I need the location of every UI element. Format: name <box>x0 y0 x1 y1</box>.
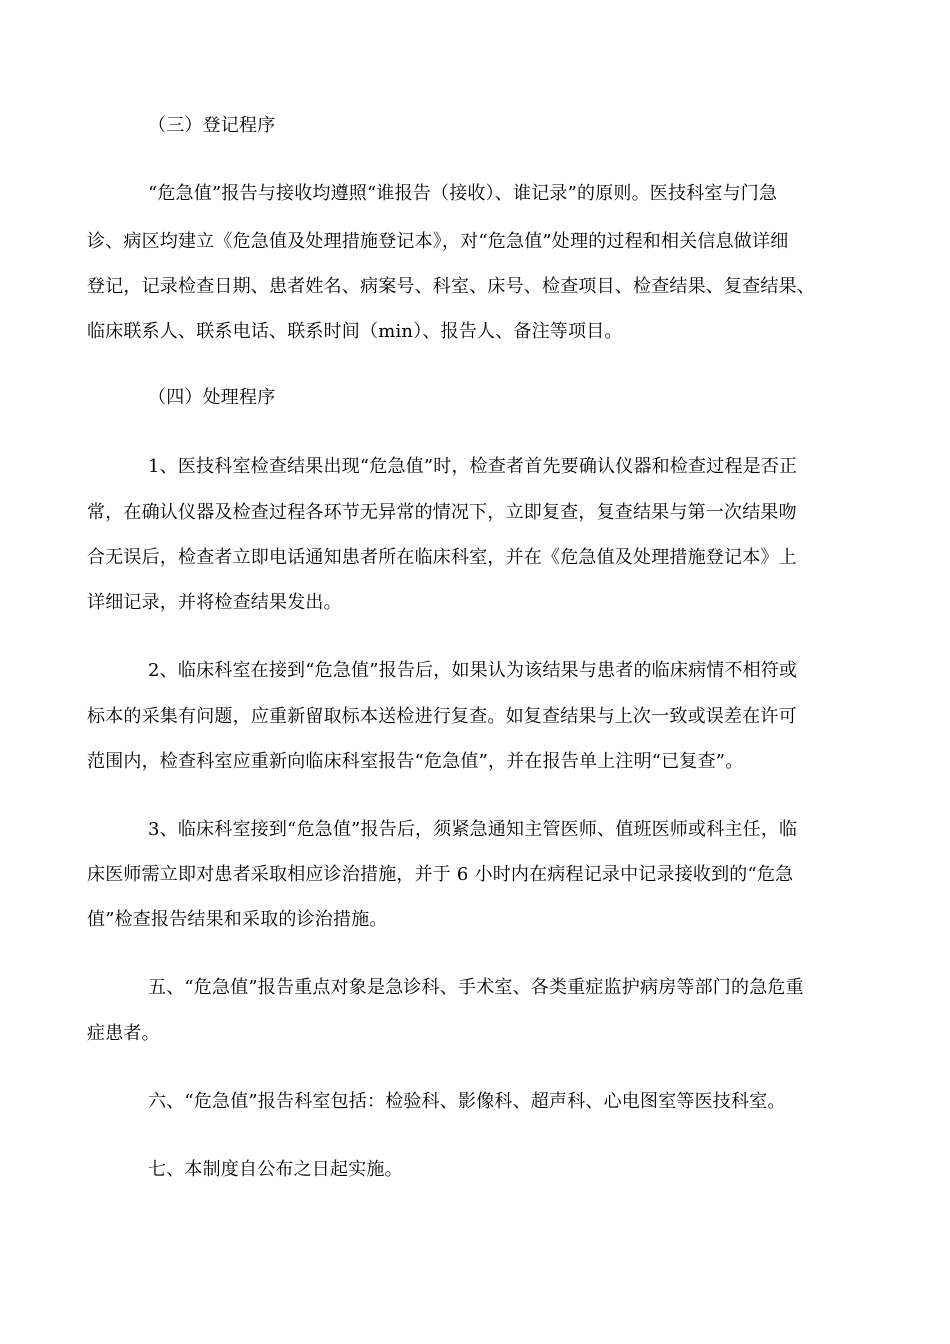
paragraph-line: 3、临床科室接到“危急值”报告后，须紧急通知主管医师、值班医师或科主任，临 <box>148 819 798 840</box>
paragraph-line: 七、本制度自公布之日起实施。 <box>148 1159 403 1180</box>
paragraph-line: 诊、病区均建立《危急值及处理措施登记本》，对“危急值”处理的过程和相关信息做详细 <box>87 231 789 252</box>
heading-processing: （四）处理程序 <box>148 387 276 408</box>
paragraph-line: 常，在确认仪器及检查过程各环节无异常的情况下，立即复查，复查结果与第一次结果吻 <box>87 502 797 523</box>
paragraph-line: “危急值”报告与接收均遵照“谁报告（接收）、谁记录”的原则。医技科室与门急 <box>148 183 778 204</box>
paragraph-line: 五、“危急值”报告重点对象是急诊科、手术室、各类重症监护病房等部门的急危重 <box>148 977 804 998</box>
paragraph-line: 床医师需立即对患者采取相应诊治措施，并于 6 小时内在病程记录中记录接收到的“危急 <box>87 864 794 885</box>
paragraph-line: 详细记录，并将检查结果发出。 <box>87 592 342 613</box>
paragraph-line: 六、“危急值”报告科室包括：检验科、影像科、超声科、心电图室等医技科室。 <box>148 1091 786 1112</box>
paragraph-line: 1、医技科室检查结果出现“危急值”时，检查者首先要确认仪器和检查过程是否正 <box>148 456 798 477</box>
paragraph-line: 临床联系人、联系电话、联系时间（min）、报告人、备注等项目。 <box>87 321 623 342</box>
paragraph-line: 标本的采集有问题，应重新留取标本送检进行复查。如复查结果与上次一致或误差在许可 <box>87 706 797 727</box>
heading-registration: （三）登记程序 <box>148 115 276 136</box>
paragraph-line: 登记，记录检查日期、患者姓名、病案号、科室、床号、检查项目、检查结果、复查结果、 <box>87 276 815 297</box>
paragraph-line: 2、临床科室在接到“危急值”报告后，如果认为该结果与患者的临床病情不相符或 <box>148 660 798 681</box>
paragraph-line: 值”检查报告结果和采取的诊治措施。 <box>87 909 388 930</box>
paragraph-line: 合无误后，检查者立即电话通知患者所在临床科室，并在《危急值及处理措施登记本》上 <box>87 547 797 568</box>
paragraph-line: 症患者。 <box>87 1023 160 1044</box>
paragraph-line: 范围内，检查科室应重新向临床科室报告“危急值”，并在报告单上注明“已复查”。 <box>87 751 744 772</box>
